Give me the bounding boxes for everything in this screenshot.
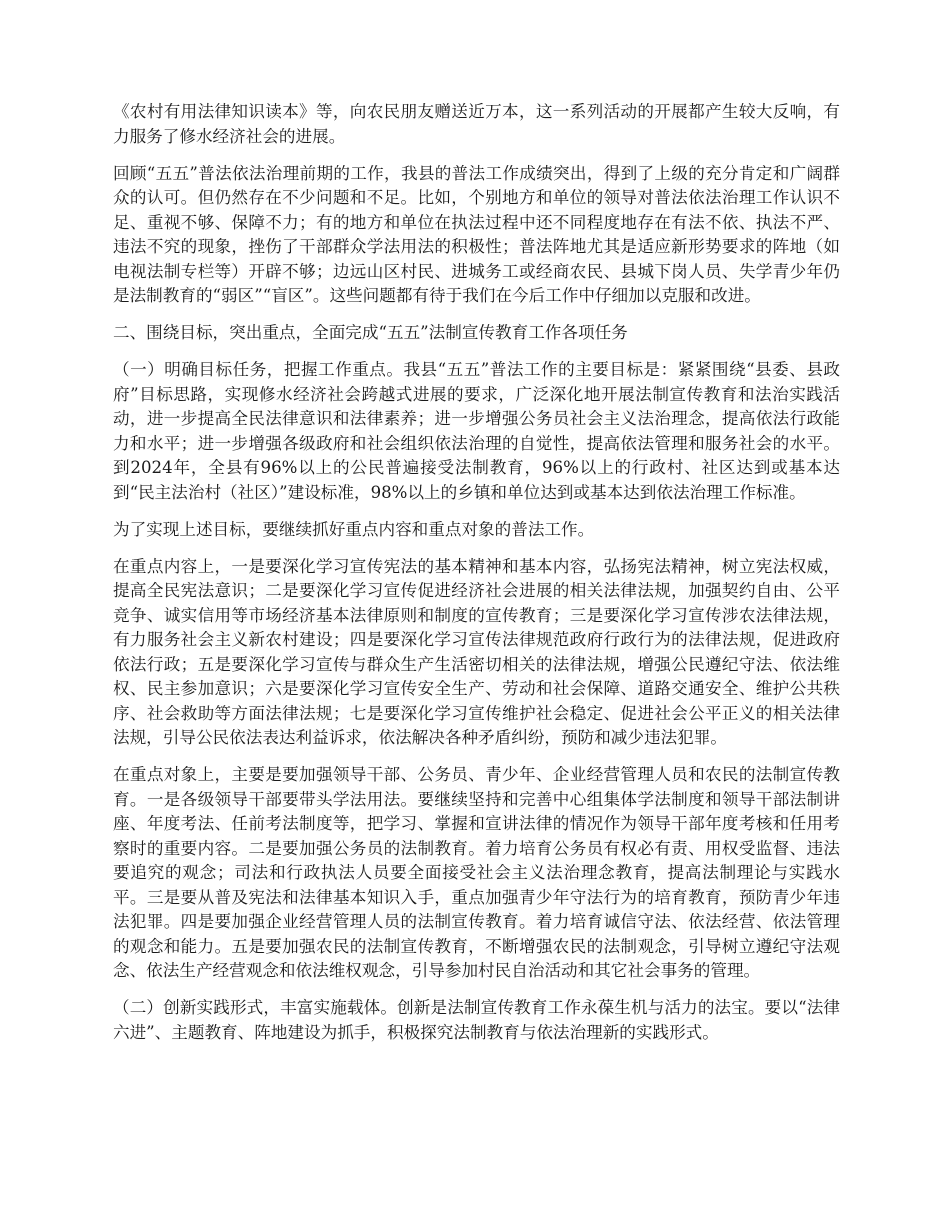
paragraph-review: 回顾“五五”普法依法治理前期的工作，我县的普法工作成绩突出，得到了上级的充分肯定和广阔群众的认可。但仍然存在不少问题和不足。比如，个别地方和单位的领导对普法依法治理工作认识不足、重视不够、保障不力；有的地方和单位在执法过程中还不同程度地存在有法不依、执法不严、违法不究的现象，挫伤了干部群众学法用法的积极性；普法阵地尤其是适应新形势要求的阵地（如电视法制专栏等）开辟不够；边远山区村民、进城务工或经商农民、县城下岗人员、失学青少年仍是法制教育的“弱区”“盲区”。这些问题都有待于我们在今后工作中仔细加以克服和改进。 (113, 163, 840, 305)
paragraph-intro-continuation: 《农村有用法律知识读本》等，向农民朋友赠送近万本，这一系列活动的开展都产生较大反响，有力服务了修水经济社会的进展。 (113, 102, 840, 146)
paragraph-transition: 为了实现上述目标，要继续抓好重点内容和重点对象的普法工作。 (113, 519, 595, 539)
paragraph-key-objects: 在重点对象上，主要是要加强领导干部、公务员、青少年、企业经营管理人员和农民的法制宣传教育。一是各级领导干部要带头学法用法。要继续坚持和完善中心组集体学法制度和领导干部法制讲座、年度考法、任前考法制度等，把学习、掌握和宣讲法律的情况作为领导干部年度考核和任用考察时的重要内容。二是要加强公务员的法制教育。着力培育公务员有权必有责、用权受监督、违法要追究的观念；司法和行政执法人员要全面接受社会主义法治理念教育，提高法制理论与实践水平。三是要从普及宪法和法律基本知识入手，重点加强青少年守法行为的培育教育，预防青少年违法犯罪。四是要加强企业经营管理人员的法制宣传教育。着力培育诚信守法、依法经营、依法管理的观念和能力。五是要加强农民的法制宣传教育，不断增强农民的法制观念，引导树立遵纪守法观念、依法生产经营观念和依法维权观念，引导参加村民自治活动和其它社会事务的管理。 (113, 765, 840, 980)
document-body (113, 100, 840, 1058)
paragraph-key-content: 在重点内容上，一是要深化学习宣传宪法的基本精神和基本内容，弘扬宪法精神，树立宪法权威，提高全民宪法意识；二是要深化学习宣传促进经济社会进展的相关法律法规，加强契约自由、公平竞争、诚实信用等市场经济基本法律原则和制度的宣传教育；三是要深化学习宣传涉农法律法规，有力服务社会主义新农村建设；四是要深化学习宣传法律规范政府行政行为的法律法规，促进政府依法行政；五是要深化学习宣传与群众生产生活密切相关的法律法规，增强公民遵纪守法、依法维权、民主参加意识；六是要深化学习宣传安全生产、劳动和社会保障、道路交通安全、维护公共秩序、社会救助等方面法律法规；七是要深化学习宣传维护社会稳定、促进社会公平正义的相关法律法规，引导公民依法表达利益诉求，依法解决各种矛盾纠纷，预防和减少违法犯罪。 (113, 556, 840, 747)
section-heading-2: 二、围绕目标，突出重点，全面完成“五五”法制宣传教育工作各项任务 (113, 323, 628, 342)
paragraph-innovation: （二）创新实践形式，丰富实施载体。创新是法制宣传教育工作永葆生机与活力的法宝。要以“法律六进”、主题教育、阵地建设为抓手，积极探究法制教育与依法治理新的实践形式。 (113, 998, 840, 1042)
paragraph-targets: （一）明确目标任务，把握工作重点。我县“五五”普法工作的主要目标是：紧紧围绕“县委、县政府”目标思路，实现修水经济社会跨越式进展的要求，广泛深化地开展法制宣传教育和法治实践活动，进一步提高全民法律意识和法律素养；进一步增强公务员社会主义法治理念，提高依法行政能力和水平；进一步增强各级政府和社会组织依法治理的自觉性，提高依法管理和服务社会的水平。到2024年，全县有96%以上的公民普遍接受法制教育，96%以上的行政村、社区达到或基本达到“民主法治村（社区）”建设标准，98%以上的乡镇和单位达到或基本达到依法治理工作标准。 (113, 360, 840, 502)
